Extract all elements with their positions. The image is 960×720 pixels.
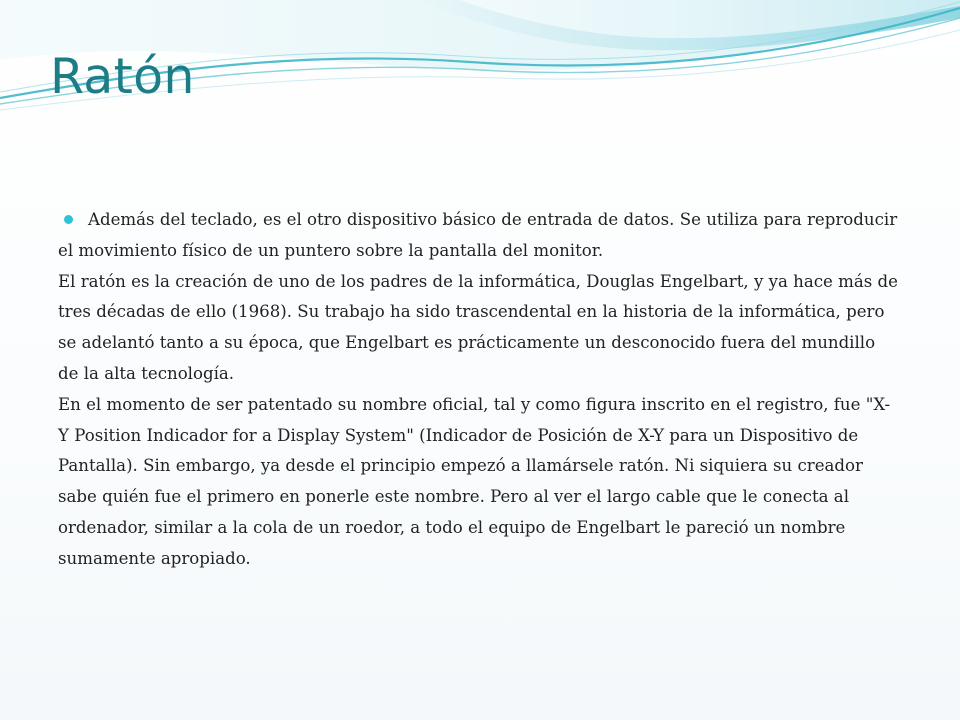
body-paragraph: El ratón es la creación de uno de los padres de la informática, Douglas Engelbart, y ya hace más de tres décadas de ello (1968). Su trabajo ha sido trascendental en la historia de la informática, pero se adelantó tanto a su época, que Engelbart es prácticamente un desconocido fuera del mundillo de la alta tecnología.: [58, 271, 898, 383]
slide-body: [58, 205, 898, 575]
slide-title: Ratón: [50, 48, 195, 105]
body-paragraph: En el momento de ser patentado su nombre oficial, tal y como figura inscrito en el registro, fue "X-Y Position Indicador for a Display System" (Indicador de Posición de X-Y para un Dispositivo de Pantalla). Sin embargo, ya desde el principio empezó a llamársele ratón. Ni siquiera su creador sabe quién fue el primero en ponerle este nombre. Pero al ver el largo cable que le conecta al ordenador, similar a la cola de un roedor, a todo el equipo de Engelbart le pareció un nombre sumamente apropiado.: [58, 394, 891, 568]
body-paragraph: Además del teclado, es el otro dispositivo básico de entrada de datos. Se utiliza para reproducir el movimiento físico de un puntero sobre la pantalla del monitor.: [58, 210, 898, 260]
